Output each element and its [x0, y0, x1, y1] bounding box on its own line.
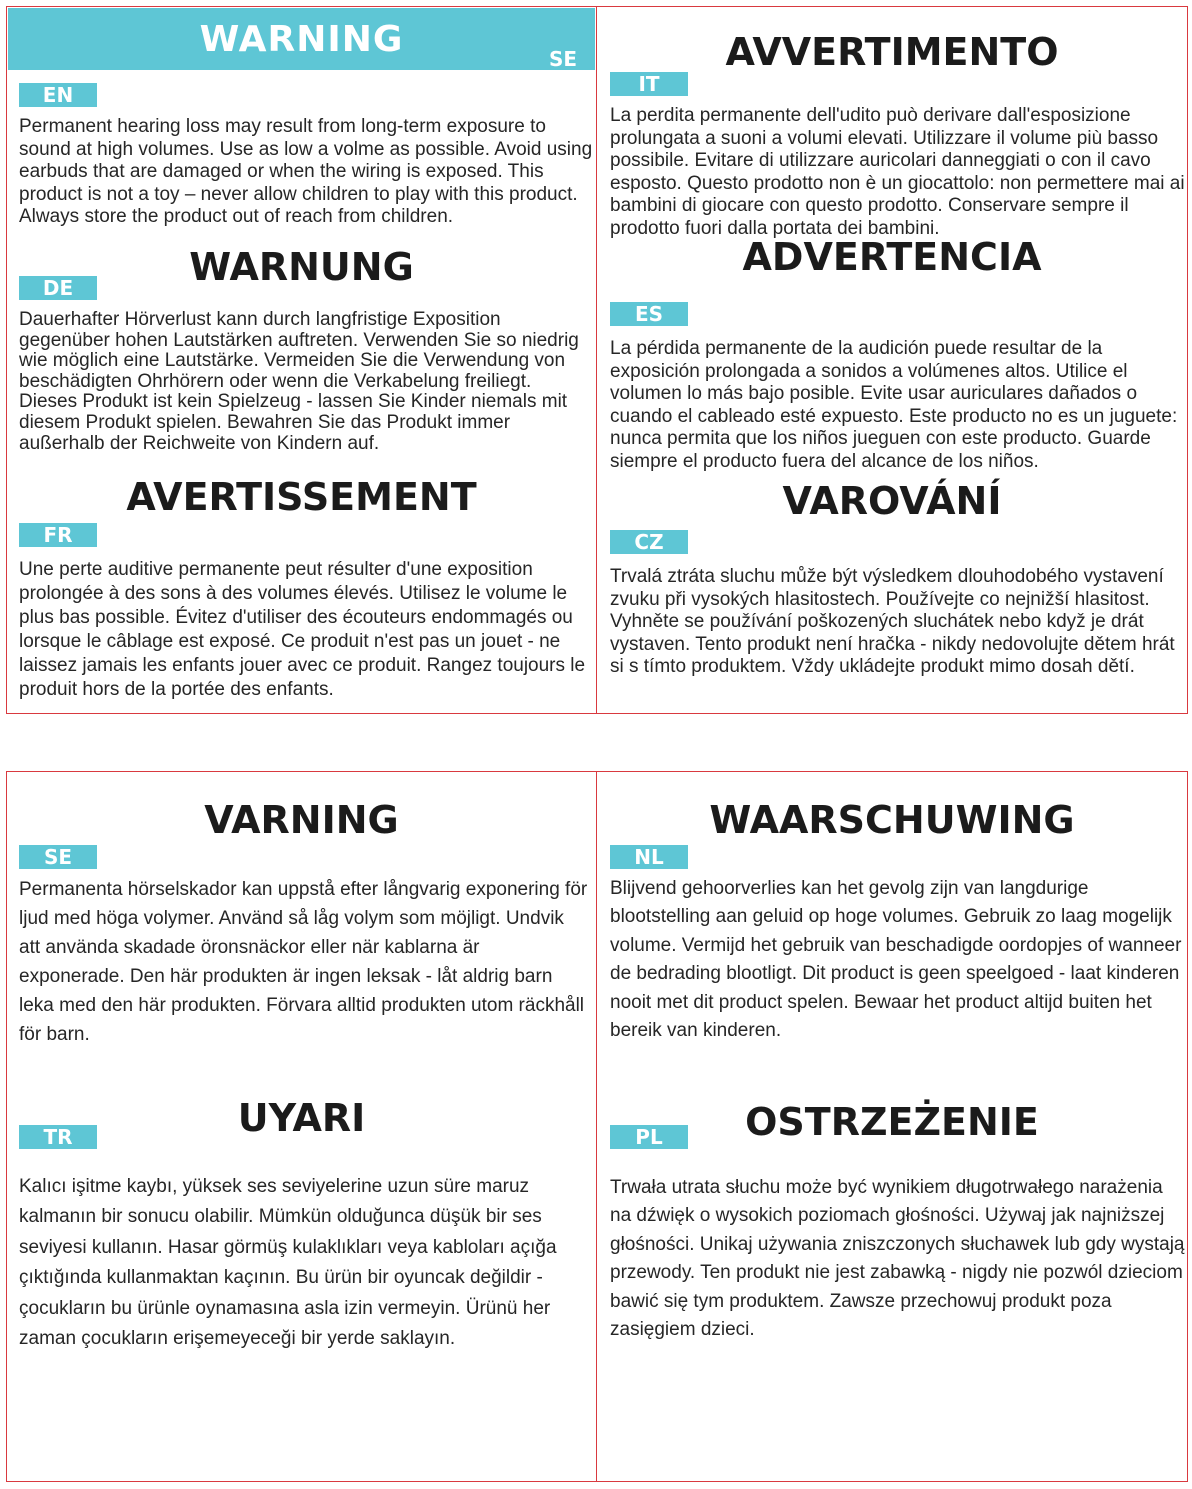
- warning-text-cz: Trvalá ztráta sluchu může být výsledkem dlouhodobého vystavení zvuku při vysokých hlasitostech. Používejte co nejnižší hlasitost. Vyhněte se používání poškozených sluchátek nebo když je drát vystaven. Tento produkt není hračka - nikdy nedovolujte dětem hrát si s tímto produktem. Vždy ukládejte produkt mimo dosah dětí.: [610, 566, 1175, 678]
- warning-text-pl: Trwała utrata słuchu może być wynikiem długotrwałego narażenia na dźwięk o wysokich poziomach głośności. Używaj jak najniższej głośności. Unikaj używania zniszczonych słuchawek lub gdy wystają przewody. Ten produkt nie jest zabawką - nigdy nie pozwól dzieciom bawić się tym produktem. Zawsze przechowuj produkt poza zasięgiem dzieci.: [610, 1177, 1185, 1341]
- warning-title-de: WARNUNG: [189, 245, 414, 289]
- warning-title-tr: UYARI: [237, 1096, 366, 1140]
- warning-text-en: Permanent hearing loss may result from long-term exposure to sound at high volumes. Use as low a volme as possible. Avoid using earbuds that are damaged or when the wiring is exposed. This product is not a toy – never allow children to play with this product. Always store the product out of reach from children.: [19, 116, 593, 228]
- warning-title-se: VARNING: [204, 798, 399, 842]
- language-tag-se: SE: [19, 845, 97, 869]
- warning-text-se: Permanenta hörselskador kan uppstå efter långvarig exponering för ljud med höga volymer. Använd så låg volym som möjligt. Undvik att använda skadade öronsnäckor eller när kablarna är exponerade. Den här produkten är ingen leksak - låt aldrig barn leka med den här produkten. Förvara alltid produkten utom räckhåll för barn.: [19, 879, 588, 1045]
- warning-banner-title: WARNING: [199, 19, 404, 60]
- language-tag-tr: TR: [19, 1125, 97, 1149]
- top-panel-divider: [596, 6, 597, 714]
- warning-banner-code: SE: [549, 47, 578, 71]
- warning-text-de: Dauerhafter Hörverlust kann durch langfristige Exposition gegenüber hohen Lautstärken auftreten. Verwenden Sie so niedrig wie möglich eine Lautstärke. Vermeiden Sie die Verwendung von beschädigten Ohrhörern oder wenn die Verkabelung freiliegt. Dieses Produkt ist kein Spielzeug - lassen Sie Kinder niemals mit diesem Produkt spielen. Bewahren Sie das Produkt immer außerhalb der Reichweite von Kindern auf.: [19, 309, 579, 454]
- warning-text-fr: Une perte auditive permanente peut résulter d'une exposition prolongée à des sons à des volumes élevés. Utilisez le volume le plus bas possible. Évitez d'utiliser des écouteurs endommagés ou lorsque le câblage est exposé. Ce produit n'est pas un jouet - ne laissez jamais les enfants jouer avec ce produit. Rangez toujours le produit hors de la portée des enfants.: [19, 559, 586, 700]
- warning-title-cz: VAROVÁNÍ: [782, 479, 1002, 523]
- language-tag-nl: NL: [610, 845, 688, 869]
- warning-text-tr: Kalıcı işitme kaybı, yüksek ses seviyelerine uzun süre maruz kalmanın bir sonucu olabilir. Mümkün olduğunca düşük bir ses seviyesi kullanın. Hasar görmüş kulaklıkları veya kabloları açığa çıktığında kullanmaktan kaçının. Bu ürün bir oyuncak değildir - çocukların bu ürünle oynamasına asla izin vermeyin. Ürünü her zaman çocukların erişemeyeceği bir yerde saklayın.: [19, 1176, 557, 1350]
- warning-banner: [8, 8, 595, 70]
- warning-title-nl: WAARSCHUWING: [709, 798, 1075, 842]
- warning-text-es: La pérdida permanente de la audición puede resultar de la exposición prolongada a sonidos a volúmenes altos. Utilice el volumen lo más bajo posible. Evite usar auriculares dañados o cuando el cableado esté expuesto. Este producto no es un juguete: nunca permita que los niños jueguen con este producto. Guarde siempre el producto fuera del alcance de los niños.: [610, 338, 1178, 472]
- warning-title-pl: OSTRZEŻENIE: [745, 1100, 1039, 1144]
- language-tag-it: IT: [610, 72, 688, 96]
- language-tag-cz: CZ: [610, 530, 688, 554]
- language-tag-de: DE: [19, 276, 97, 300]
- warning-text-it: La perdita permanente dell'udito può derivare dall'esposizione prolungata a suoni a volumi elevati. Utilizzare il volume più basso possibile. Evitare di utilizzare auricolari danneggiati o con il cavo esposto. Questo prodotto non è un giocattolo: non permettere mai ai bambini di giocare con questo prodotto. Conservare sempre il prodotto fuori dalla portata dei bambini.: [610, 105, 1185, 239]
- warning-text-nl: Blijvend gehoorverlies kan het gevolg zijn van langdurige blootstelling aan geluid op hoge volumes. Gebruik zo laag mogelijk volume. Vermijd het gebruik van beschadigde oordopjes of wanneer de bedrading blootligt. Dit product is geen speelgoed - laat kinderen nooit met dit product spelen. Bewaar het product altijd buiten het bereik van kinderen.: [610, 878, 1182, 1042]
- warning-title-es: ADVERTENCIA: [742, 235, 1042, 279]
- warning-title-fr: AVERTISSEMENT: [126, 475, 477, 519]
- language-tag-es: ES: [610, 302, 688, 326]
- language-tag-pl: PL: [610, 1125, 688, 1149]
- warning-title-it: AVVERTIMENTO: [725, 30, 1059, 74]
- language-tag-fr: FR: [19, 523, 97, 547]
- language-tag-en: EN: [19, 83, 97, 107]
- bottom-panel-divider: [596, 771, 597, 1482]
